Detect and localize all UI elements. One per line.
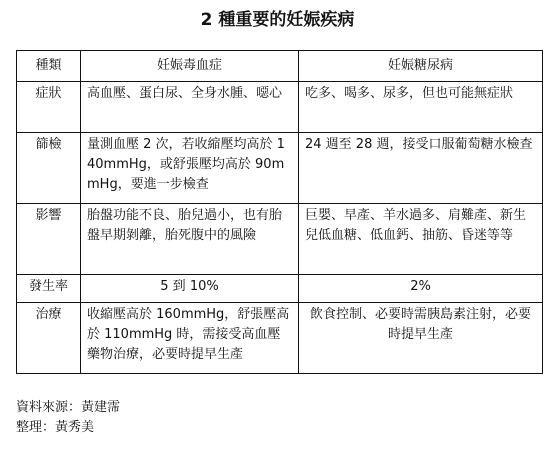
footer <box>16 398 120 438</box>
table-row <box>17 303 543 374</box>
row-category: 影響 <box>17 204 81 275</box>
toxemia-cell: 高血壓、蛋白尿、全身水腫、噁心 <box>81 82 299 133</box>
toxemia-cell: 胎盤功能不良、胎兒過小，也有胎盤早期剝離，胎死腹中的風險 <box>81 204 299 275</box>
editor-credit: 整理：黃秀美 <box>16 420 95 435</box>
table-row <box>17 82 543 133</box>
row-category: 治療 <box>17 303 81 374</box>
diabetes-cell: 2% <box>299 275 543 303</box>
toxemia-cell: 量測血壓 2 次，若收縮壓均高於 140mmHg，或舒張壓均高於 90mmHg，要進一步檢查 <box>81 133 299 204</box>
header-diabetes: 妊娠糖尿病 <box>299 51 543 82</box>
header-toxemia: 妊娠毒血症 <box>81 51 299 82</box>
toxemia-cell: 收縮壓高於 160mmHg，舒張壓高於 110mmHg 時，需接受高血壓藥物治療，必要時提早生產 <box>81 303 299 374</box>
diabetes-cell: 吃多、喝多、尿多，但也可能無症狀 <box>299 82 543 133</box>
row-category: 篩檢 <box>17 133 81 204</box>
diabetes-cell: 巨嬰、早產、羊水過多、肩難產、新生兒低血糖、低血鈣、抽筋、昏迷等等 <box>299 204 543 275</box>
row-category: 症狀 <box>17 82 81 133</box>
source-credit: 資料來源：黃建霈 <box>16 400 121 415</box>
diabetes-cell: 24 週至 28 週，接受口服葡萄糖水檢查 <box>299 133 543 204</box>
table-row <box>17 133 543 204</box>
table-row <box>17 275 543 303</box>
document-title: 2 種重要的妊娠疾病 <box>200 10 355 30</box>
table-header-row <box>17 51 543 82</box>
diabetes-cell: 飲食控制、必要時需胰島素注射，必要時提早生產 <box>299 303 543 374</box>
row-category: 發生率 <box>17 275 81 303</box>
pregnancy-disease-table <box>16 50 543 374</box>
table-row <box>17 204 543 275</box>
toxemia-cell: 5 到 10% <box>81 275 299 303</box>
header-category: 種類 <box>17 51 81 82</box>
